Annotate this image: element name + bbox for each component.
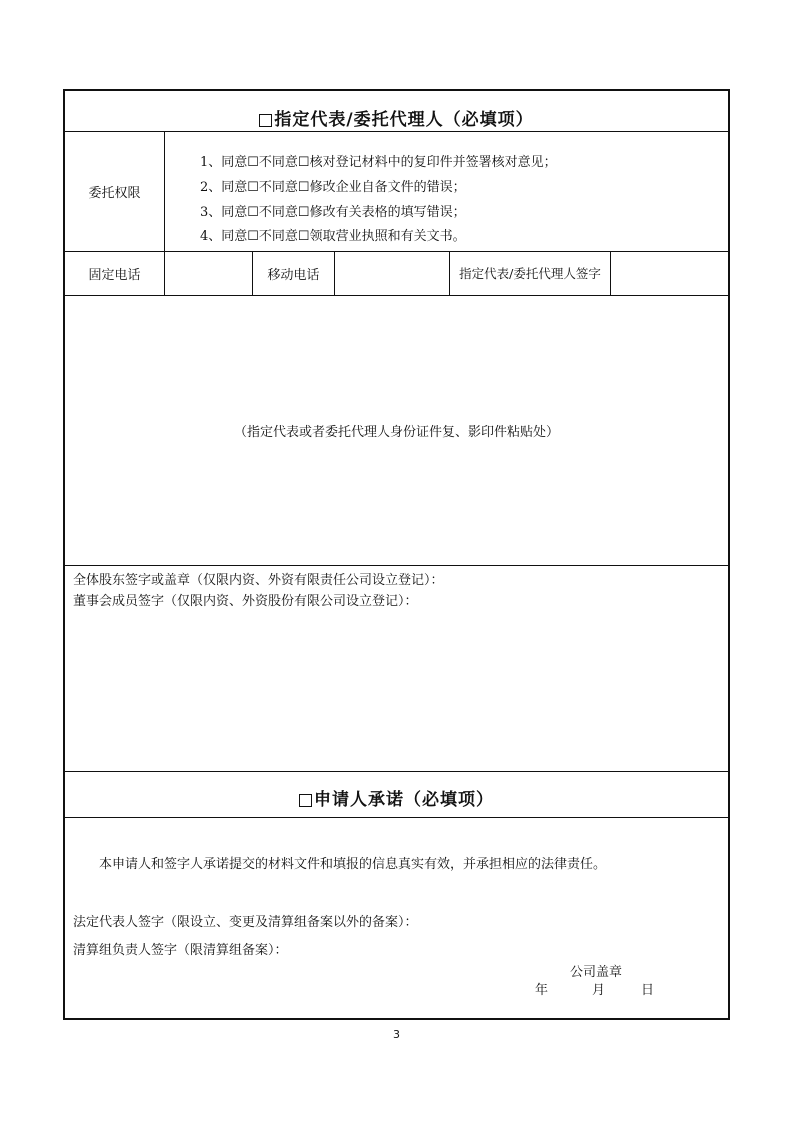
day-label: 日 [641, 983, 655, 998]
shareholder-sign-label: 全体股东签字或盖章（仅限内资、外资有限责任公司设立登记）： [73, 573, 444, 588]
authority-item-3[interactable]: 3、同意☐不同意☐修改有关表格的填写错误； [200, 205, 466, 220]
section2-checkbox[interactable] [299, 794, 312, 807]
fixed-phone-field[interactable] [165, 251, 251, 295]
company-seal-label: 公司盖章 [570, 965, 623, 980]
id-paste-area[interactable]: （指定代表或者委托代理人身份证件复、影印件粘贴处） [233, 424, 559, 440]
signature-label: 指定代表/委托代理人签字 [459, 266, 601, 281]
promise-text: 本申请人和签字人承诺提交的材料文件和填报的信息真实有效，并承担相应的法律责任。 [99, 857, 607, 872]
year-label: 年 [535, 983, 549, 998]
liquidation-sign-label: 清算组负责人签字（限清算组备案）： [73, 943, 288, 958]
authority-item-2[interactable]: 2、同意☐不同意☐修改企业自备文件的错误； [200, 180, 466, 195]
signature-field[interactable] [611, 251, 728, 295]
fixed-phone-label: 固定电话 [88, 267, 141, 283]
divider [65, 817, 728, 818]
section1-checkbox[interactable] [259, 114, 272, 127]
section2-title: 申请人承诺（必填项） [65, 785, 728, 810]
divider [65, 771, 728, 772]
mobile-phone-label: 移动电话 [267, 267, 320, 283]
board-sign-label: 董事会成员签字（仅限内资、外资股份有限公司设立登记）： [73, 594, 418, 609]
divider [65, 565, 728, 566]
authority-item-4[interactable]: 4、同意☐不同意☐领取营业执照和有关文书。 [200, 229, 466, 244]
legal-rep-sign-label: 法定代表人签字（限设立、变更及清算组备案以外的备案）： [73, 915, 418, 930]
authority-item-1[interactable]: 1、同意☐不同意☐核对登记材料中的复印件并签署核对意见； [200, 155, 557, 170]
form-frame [63, 89, 730, 1020]
page-number: 3 [393, 1028, 400, 1041]
month-label: 月 [592, 983, 606, 998]
authority-label: 委托权限 [88, 185, 141, 201]
section1-title: 指定代表/委托代理人（必填项） [65, 105, 728, 130]
mobile-phone-field[interactable] [335, 251, 449, 295]
